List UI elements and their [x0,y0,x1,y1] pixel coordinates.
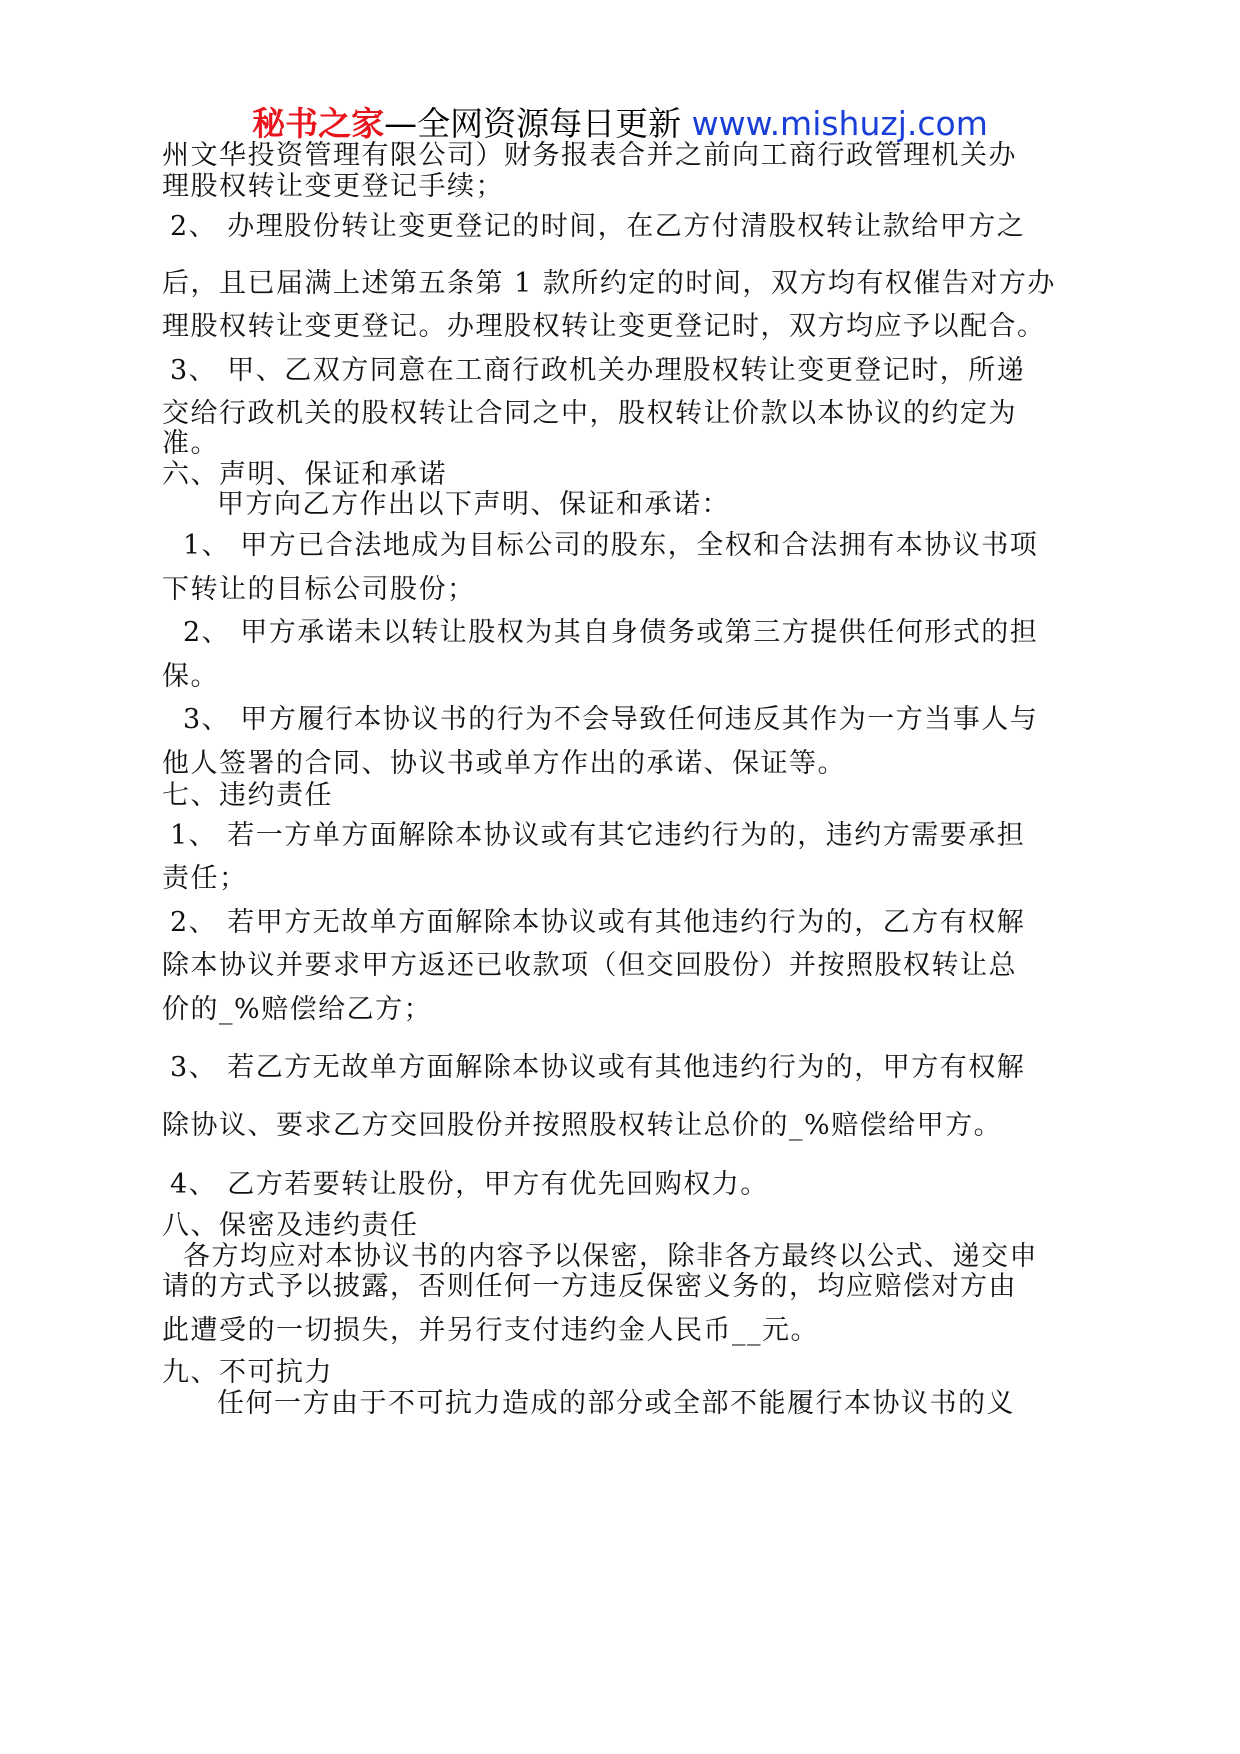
section-heading: 九、不可抗力 [162,1357,333,1388]
body-line: 请的方式予以披露，否则任何一方违反保密义务的，均应赔偿对方由 [162,1271,1017,1302]
body-line: 后，且已届满上述第五条第 1 款所约定的时间，双方均有权催告对方办 [162,268,1056,299]
clause-item: 2、 若甲方无故单方面解除本协议或有其他违约行为的，乙方有权解 [170,907,1026,938]
body-line: 责任； [162,863,248,894]
brand-name: 秘书之家 [252,104,385,143]
clause-item: 1、 若一方单方面解除本协议或有其它违约行为的，违约方需要承担 [170,820,1026,851]
body-line: 除协议、要求乙方交回股份并按照股权转让总价的_%赔偿给甲方。 [162,1110,1003,1141]
body-line: 理股权转让变更登记。办理股权转让变更登记时，双方均应予以配合。 [162,311,1046,342]
site-slogan: —全网资源每日更新 [384,104,682,143]
body-line: 各方均应对本协议书的内容予以保密，除非各方最终以公式、递交申 [183,1241,1038,1272]
clause-item: 2、 甲方承诺未以转让股权为其自身债务或第三方提供任何形式的担 [183,617,1039,648]
body-line: 任何一方由于不可抗力造成的部分或全部不能履行本协议书的义 [217,1388,1015,1419]
body-line: 甲方向乙方作出以下声明、保证和承诺： [217,489,730,520]
body-line: 除本协议并要求甲方返还已收款项（但交回股份）并按照股权转让总 [162,950,1017,981]
clause-item: 1、 甲方已合法地成为目标公司的股东，全权和合法拥有本协议书项 [183,530,1039,561]
clause-item: 3、 若乙方无故单方面解除本协议或有其他违约行为的，甲方有权解 [170,1052,1026,1083]
section-heading: 六、声明、保证和承诺 [162,459,447,490]
clause-item: 3、 甲方履行本协议书的行为不会导致任何违反其作为一方当事人与 [183,704,1039,735]
clause-item: 3、 甲、乙双方同意在工商行政机关办理股权转让变更登记时，所递 [170,355,1026,386]
body-line: 价的_%赔偿给乙方； [162,994,433,1025]
clause-item: 2、 办理股份转让变更登记的时间，在乙方付清股权转让款给甲方之 [170,211,1026,242]
section-heading: 七、违约责任 [162,780,333,811]
clause-item: 4、 乙方若要转让股份，甲方有优先回购权力。 [170,1169,769,1200]
body-line: 下转让的目标公司股份； [162,574,476,605]
body-line: 州文华投资管理有限公司）财务报表合并之前向工商行政管理机关办 [162,140,1017,171]
body-line: 他人签署的合同、协议书或单方作出的承诺、保证等。 [162,748,846,779]
site-url: www.mishuzj.com [691,104,988,143]
body-line: 交给行政机关的股权转让合同之中，股权转让价款以本协议的约定为 [162,398,1017,429]
section-heading: 八、保密及违约责任 [162,1210,419,1241]
body-line: 此遭受的一切损失，并另行支付违约金人民币__元。 [162,1315,819,1346]
body-line: 保。 [162,661,219,692]
body-line: 准。 [162,428,219,459]
body-line: 理股权转让变更登记手续； [162,171,504,202]
